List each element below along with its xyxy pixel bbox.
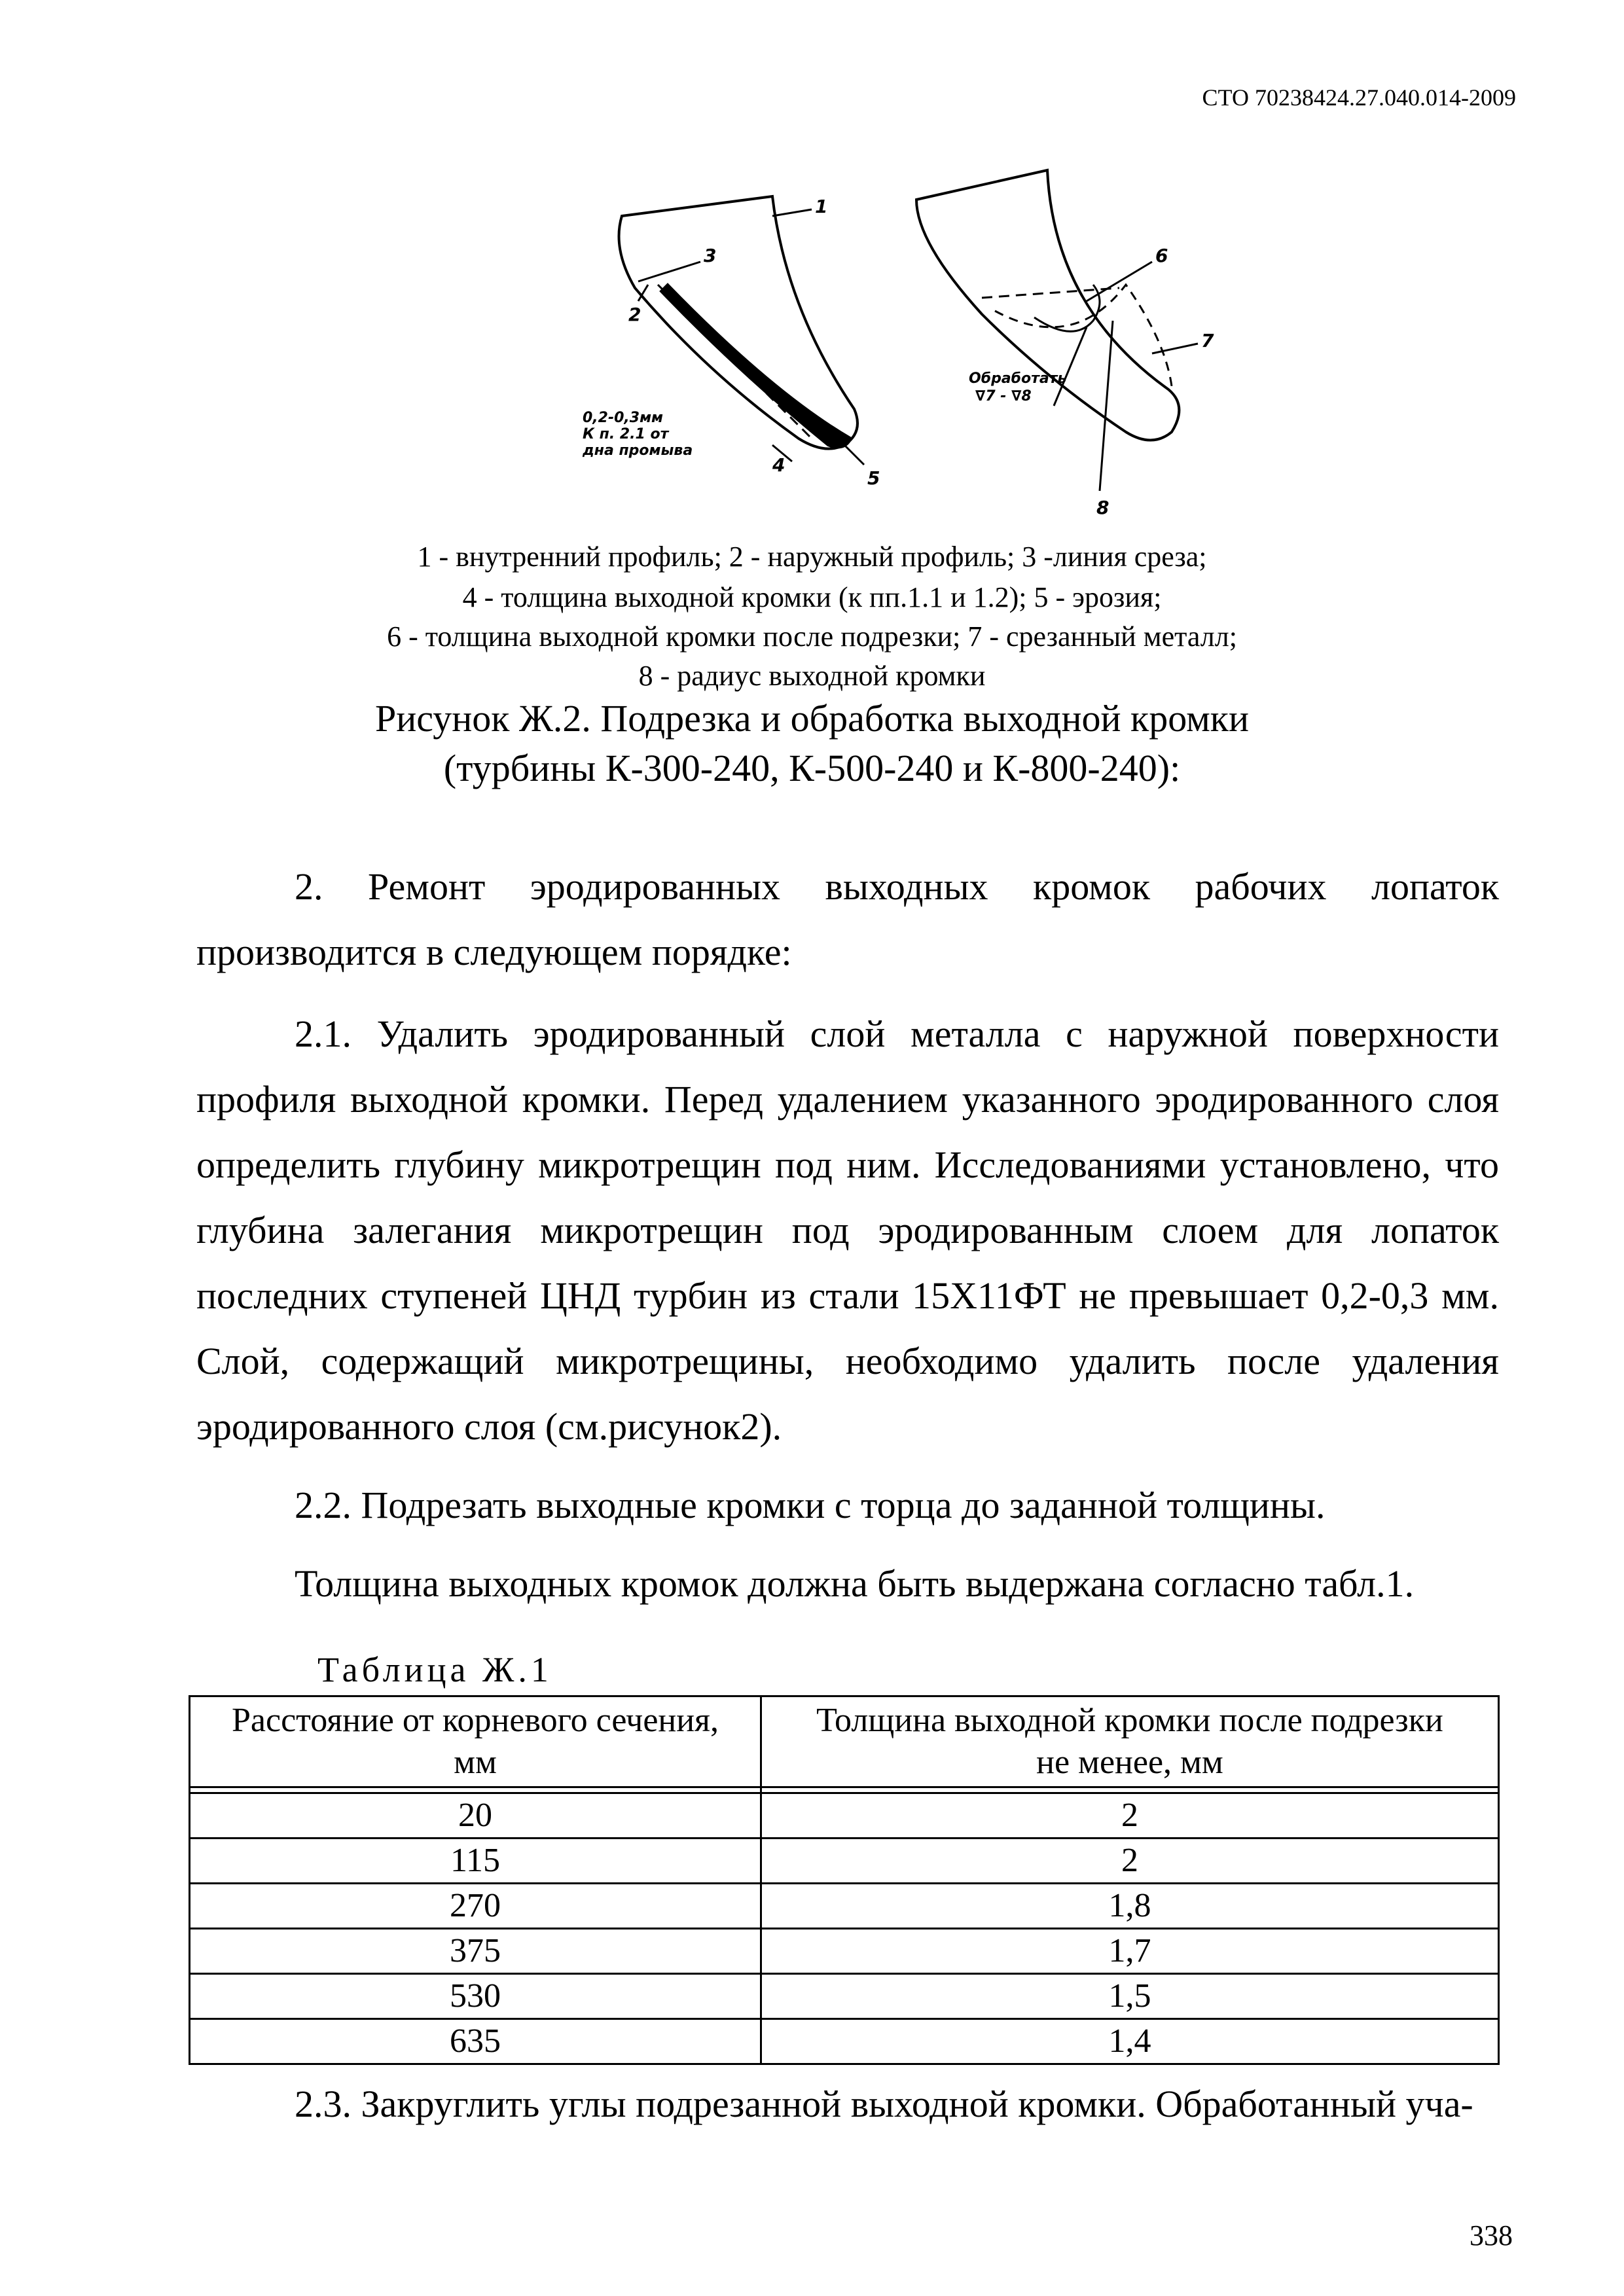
table-title: Таблица Ж.1: [317, 1650, 552, 1689]
thickness-table: [189, 1695, 1500, 2065]
cell-thickness: 1,8: [761, 1884, 1499, 1929]
blade-trailing-edge-figure: [576, 157, 1244, 537]
note-roughness: ∇7 - ∇8: [975, 388, 1032, 404]
label-7: 7: [1201, 330, 1214, 351]
page-number: 338: [1470, 2219, 1513, 2251]
label-2: 2: [628, 304, 641, 325]
figure-legend-line: 1 - внутренний профиль; 2 - наружный профиль; 3 -линия среза;: [417, 541, 1207, 573]
table-row: [190, 2019, 1499, 2064]
cell-thickness: 2: [761, 1839, 1499, 1884]
table-row: [190, 1839, 1499, 1884]
cell-distance: 115: [190, 1839, 761, 1884]
left-leader-1: [772, 209, 812, 216]
cell-thickness: 1,7: [761, 1929, 1499, 1974]
right-leader-7: [1152, 344, 1198, 353]
cell-thickness: 2: [761, 1793, 1499, 1839]
figure-caption-subtitle: (турбины К-300-240, К-500-240 и К-800-240):: [443, 747, 1181, 789]
label-5: 5: [867, 467, 880, 489]
paragraph-repair-order: 2. Ремонт эродированных выходных кромок рабочих лопаток производится в следующем порядке:: [196, 865, 1499, 973]
note-wash: дна промыва: [583, 442, 693, 459]
header-thickness: Толщина выходной кромки после подрезки не менее, мм: [761, 1696, 1499, 1787]
table-row: [190, 1884, 1499, 1929]
paragraph-2-3: 2.3. Закруглить углы подрезанной выходной кромки. Обработанный уча-: [295, 2083, 1473, 2125]
paragraph-thickness-note: Толщина выходных кромок должна быть выдержана согласно табл.1.: [295, 1562, 1415, 1605]
document-code: СТО 70238424.27.040.014-2009: [1202, 84, 1516, 111]
table-row: [190, 1974, 1499, 2019]
label-1: 1: [815, 196, 828, 217]
paragraph-2-1: 2.1. Удалить эродированный слой металла с наружной поверхности профиля выходной кромки. Перед удалением указанного эродированного слоя определить глубину микротрещин под ним. Исследованиями установлено, что глубина залегания микротрещин под эродированным слоем для лопаток последних ступеней ЦНД турбин из стали 15Х11ФТ не превышает 0,2-0,3 мм. Слой, содержащий микротрещины, необходимо удалить после удаления эродированного слоя (см.рисунок2).: [196, 1013, 1499, 1448]
cell-distance: 635: [190, 2019, 761, 2064]
cell-distance: 375: [190, 1929, 761, 1974]
note-ref: К п. 2.1 от: [583, 426, 669, 442]
left-leader-5: [844, 445, 864, 465]
table-row: [190, 1793, 1499, 1839]
header-distance: Расстояние от корневого сечения, мм: [190, 1696, 761, 1787]
cell-distance: 20: [190, 1793, 761, 1839]
note-depth: 0,2-0,3мм: [583, 410, 664, 426]
figure-legend-line: 6 - толщина выходной кромки после подрезки; 7 - срезанный металл;: [387, 620, 1237, 653]
cell-thickness: 1,4: [761, 2019, 1499, 2064]
figure-legend-line: 8 - радиус выходной кромки: [638, 660, 986, 692]
cell-distance: 530: [190, 1974, 761, 2019]
note-machine: Обработать: [969, 370, 1067, 387]
label-4: 4: [772, 454, 785, 476]
left-erosion-zone: [661, 285, 851, 447]
label-3: 3: [704, 245, 717, 266]
table-header-row: [190, 1696, 1499, 1787]
paragraph-2-2: 2.2. Подрезать выходные кромки с торца до заданной толщины.: [295, 1484, 1326, 1526]
label-8: 8: [1096, 497, 1110, 518]
label-6: 6: [1155, 245, 1168, 266]
table-row: [190, 1929, 1499, 1974]
cell-thickness: 1,5: [761, 1974, 1499, 2019]
right-leader-6: [1087, 262, 1152, 301]
figure-caption: Рисунок Ж.2. Подрезка и обработка выходной кромки: [374, 697, 1250, 740]
right-leader-machining: [1054, 327, 1087, 406]
cell-distance: 270: [190, 1884, 761, 1929]
left-leader-3: [638, 262, 700, 281]
right-leader-8: [1100, 321, 1113, 491]
figure-legend-line: 4 - толщина выходной кромки (к пп.1.1 и 1.2); 5 - эрозия;: [462, 581, 1162, 613]
